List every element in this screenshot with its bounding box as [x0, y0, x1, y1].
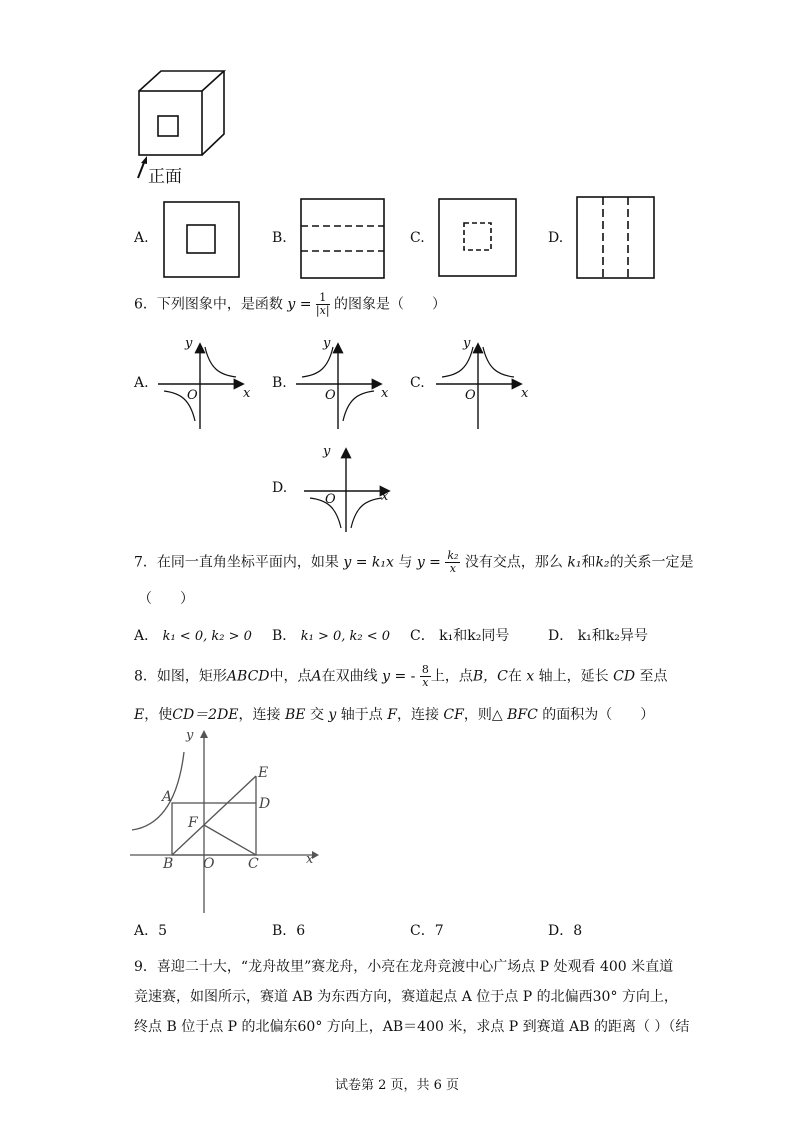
- q7-and: 和: [581, 554, 596, 571]
- q7-option-b[interactable]: [272, 625, 390, 645]
- q5-option-a-label[interactable]: A.: [134, 230, 149, 246]
- q8-hyper-den: x: [422, 676, 429, 689]
- q6-graph-b: [288, 335, 398, 431]
- q8-stem-line1: [134, 664, 668, 689]
- q6-a-axis-x: x: [243, 386, 251, 401]
- q7-option-d[interactable]: [548, 625, 648, 645]
- q8-eq: CD＝2DE: [172, 707, 239, 723]
- q8-bc: B，C: [472, 668, 508, 685]
- q7-option-a-text: k₁ < 0, k₂ > 0: [162, 629, 252, 644]
- q8-text: 上，点: [430, 668, 473, 685]
- q8-text: ，连接: [396, 707, 439, 723]
- q7-option-c-label: C．: [410, 628, 435, 644]
- q6-c-axis-x: x: [521, 386, 529, 401]
- q6-b-axis-y: y: [323, 336, 331, 351]
- q8-cf: CF: [443, 707, 464, 723]
- q8-fig-x: x: [306, 852, 314, 867]
- q8-text: ，连接: [238, 707, 281, 723]
- q6-option-b-label[interactable]: B.: [272, 375, 287, 391]
- page-footer: 试卷第 2 页，共 6 页: [334, 1078, 460, 1093]
- q7-tail: 的关系一定是: [609, 554, 694, 571]
- q8-option-d[interactable]: D．8: [548, 923, 583, 939]
- q8-hyper-lhs: y = -: [382, 668, 416, 685]
- q8-fig-f: F: [188, 815, 198, 831]
- q8-fig-d: D: [259, 796, 271, 812]
- q9-line3: 终点 B 位于点 P 的北偏东60° 方向上，AB＝400 米，求点 P 到赛道 AB 的距离（ ）（结: [134, 1019, 690, 1035]
- q6-graph-c: [428, 335, 538, 431]
- q7-curve-num: k₂: [447, 549, 459, 562]
- front-label: 正面: [148, 167, 182, 187]
- q7-stem-pre: 7．在同一直角坐标平面内，如果: [134, 554, 339, 571]
- q8-fig-b: B: [163, 856, 174, 872]
- q8-text: 交: [309, 707, 324, 723]
- q6-a-axis-y: y: [185, 336, 193, 351]
- q6-stem: [134, 292, 446, 317]
- q6-fraction: [316, 292, 330, 317]
- q8-text: 中，点: [269, 668, 312, 685]
- q8-text: ，使: [144, 707, 173, 723]
- q8-x: x: [526, 668, 535, 685]
- q7-curve-den: x: [449, 562, 456, 575]
- q6-graph-a: [150, 335, 260, 431]
- q5-option-c-figure: [438, 198, 518, 278]
- q7-option-c[interactable]: [410, 625, 509, 645]
- q7-curve-lhs: y =: [416, 554, 441, 571]
- q8-text: ，则△: [463, 707, 503, 723]
- q6-d-axis-y: y: [323, 444, 331, 459]
- q9-line1: 9．喜迎二十大，“龙舟故里”赛龙舟，小亮在龙舟竞渡中心广场点 P 处观看 400 米直道: [134, 959, 674, 975]
- q6-a-origin: O: [187, 388, 198, 403]
- q7-option-a-label: A．: [134, 628, 159, 644]
- q7-option-d-text: k₁和k₂异号: [577, 628, 648, 644]
- q6-b-axis-x: x: [381, 386, 389, 401]
- q8-fig-a: A: [162, 789, 173, 805]
- q6-c-origin: O: [465, 388, 476, 403]
- cube-figure: [130, 66, 240, 186]
- q8-text: 至点: [639, 668, 668, 685]
- q7-paren: （ ）: [138, 591, 194, 607]
- q8-fig-c: C: [248, 856, 259, 872]
- q7-mid: 与: [398, 554, 413, 571]
- q8-fig-o: O: [203, 856, 215, 872]
- q8-figure: [130, 730, 330, 915]
- q8-option-b[interactable]: B．6: [272, 923, 306, 939]
- q6-graph-d: [296, 442, 406, 538]
- q7-option-b-text: k₁ > 0, k₂ < 0: [300, 629, 391, 644]
- q8-fraction: [420, 664, 431, 689]
- q5-option-c-label[interactable]: C.: [410, 230, 425, 246]
- q7-option-c-text: k₁和k₂同号: [439, 628, 510, 644]
- q8-text: 8．如图，矩形: [134, 668, 227, 685]
- q6-option-a-label[interactable]: A.: [134, 375, 149, 391]
- q7-k1: k₁: [567, 554, 582, 571]
- q6-c-axis-y: y: [463, 336, 471, 351]
- q7-option-d-label: D．: [548, 628, 574, 644]
- q8-e: E: [134, 707, 145, 723]
- q8-text: 的面积为（ ）: [542, 707, 655, 723]
- q8-be: BE: [284, 707, 306, 723]
- q6-option-d-label[interactable]: D.: [272, 480, 288, 496]
- q7-option-a[interactable]: [134, 625, 252, 645]
- q8-abcd: ABCD: [226, 668, 270, 685]
- q6-func-num: 1: [316, 292, 330, 305]
- q9-line2: 竞速赛，如图所示，赛道 AB 为东西方向，赛道起点 A 位于点 P 的北偏西30° 方向上，: [134, 989, 678, 1005]
- q7-fraction: [445, 550, 460, 575]
- q7-k2: k₂: [595, 554, 610, 571]
- q8-text: 在双曲线: [321, 668, 378, 685]
- q8-fig-e: E: [258, 765, 269, 781]
- q8-text: 轴上，延长: [538, 668, 609, 685]
- q6-func-den: |x|: [315, 304, 330, 317]
- q6-d-axis-x: x: [381, 489, 389, 504]
- q5-option-d-label[interactable]: D.: [548, 230, 564, 246]
- q5-option-b-figure: [300, 198, 386, 280]
- q6-d-origin: O: [325, 492, 336, 507]
- q5-option-b-label[interactable]: B.: [272, 230, 287, 246]
- q8-fig-y: y: [186, 728, 194, 743]
- q6-b-origin: O: [325, 388, 336, 403]
- q7-option-b-label: B．: [272, 628, 297, 644]
- q8-cd: CD: [613, 668, 636, 685]
- q8-hyper-num: 8: [421, 663, 429, 676]
- q6-stem-post: 的图象是（ ）: [334, 296, 446, 313]
- q8-a: A: [311, 668, 322, 685]
- q6-option-c-label[interactable]: C.: [410, 375, 425, 391]
- q8-option-c[interactable]: C．7: [410, 923, 444, 939]
- q7-line-eq: y = k₁x: [343, 554, 394, 571]
- q8-text: 在: [507, 668, 522, 685]
- q6-func-lhs: y =: [287, 296, 312, 313]
- q8-f: F: [387, 707, 397, 723]
- q5-option-d-figure: [576, 196, 656, 280]
- q8-bfc: BFC: [507, 707, 538, 723]
- q8-stem-line2: [134, 704, 654, 724]
- q8-y: y: [328, 707, 337, 723]
- q7-stem-post: 没有交点，那么: [464, 554, 563, 571]
- q5-option-a-figure: [163, 200, 241, 278]
- q7-stem: [134, 550, 694, 575]
- q8-option-a[interactable]: A．5: [134, 923, 168, 939]
- q8-text: 轴于点: [340, 707, 383, 723]
- q6-stem-pre: 6．下列图象中，是函数: [134, 296, 283, 313]
